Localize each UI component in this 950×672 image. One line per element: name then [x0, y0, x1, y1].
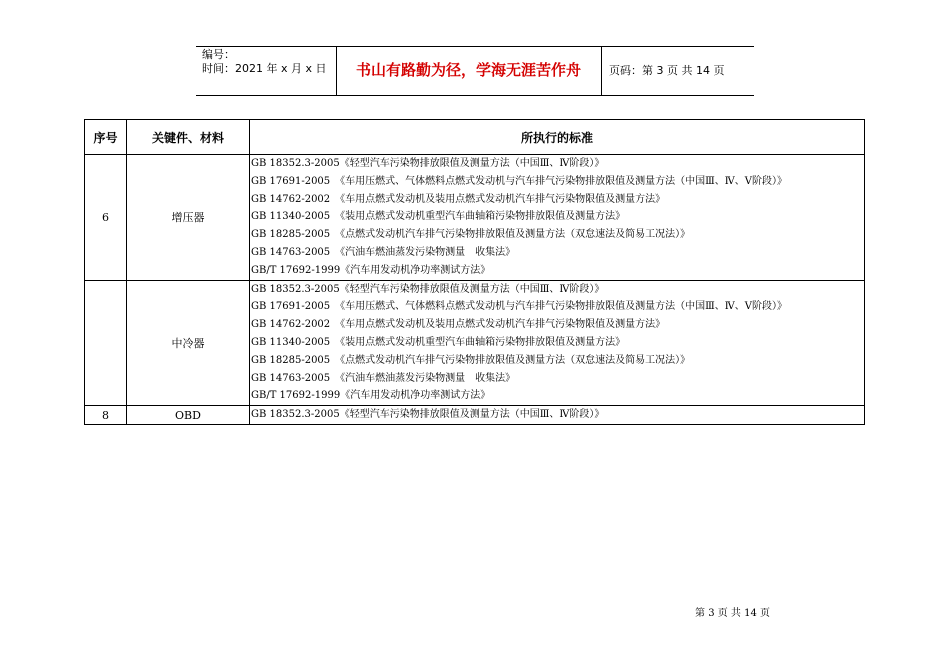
- standard-line: GB 14762-2002 《车用点燃式发动机及装用点燃式发动机汽车排气污染物限值及测量方法》: [251, 193, 666, 205]
- standard-line: GB 17691-2005 《车用压燃式、气体燃料点燃式发动机与汽车排气污染物排放限值及测量方法（中国Ⅲ、Ⅳ、Ⅴ阶段）》: [251, 175, 788, 187]
- header-top-rule: [196, 46, 754, 47]
- standards-table: [84, 119, 865, 425]
- standard-line: GB 18352.3-2005《轻型汽车污染物排放限值及测量方法（中国Ⅲ、Ⅳ阶段）》: [251, 283, 605, 295]
- standard-line: GB 18285-2005 《点燃式发动机汽车排气污染物排放限值及测量方法（双怠速法及简易工况法）》: [251, 229, 691, 241]
- standard-line: GB 11340-2005 《装用点燃式发动机重型汽车曲轴箱污染物排放限值及测量方法》: [251, 336, 626, 348]
- table-header-row: [85, 120, 865, 155]
- standard-line: GB/T 17692-1999《汽车用发动机净功率测试方法》: [251, 390, 491, 402]
- standard-line: GB 18285-2005 《点燃式发动机汽车排气污染物排放限值及测量方法（双怠速法及简易工况法）》: [251, 354, 691, 366]
- column-header-standard: 所执行的标准: [250, 120, 865, 155]
- row-seq-cell: 6: [85, 155, 127, 281]
- standard-line: GB 18352.3-2005《轻型汽车污染物排放限值及测量方法（中国Ⅲ、Ⅳ阶段）》: [251, 158, 605, 169]
- standard-line: GB 14762-2002 《车用点燃式发动机及装用点燃式发动机汽车排气污染物限值及测量方法》: [251, 319, 666, 331]
- document-date-label: 时间：2021 年 x 月 x 日: [202, 62, 327, 75]
- standard-line: GB 17691-2005 《车用压燃式、气体燃料点燃式发动机与汽车排气污染物排放限值及测量方法（中国Ⅲ、Ⅳ、Ⅴ阶段）》: [251, 301, 788, 313]
- table-row: [85, 280, 865, 406]
- row-part-cell: 增压器: [127, 155, 250, 281]
- row-standards-cell: [250, 406, 865, 425]
- column-header-seq: 序号: [85, 120, 127, 155]
- row-standards-cell: [250, 280, 865, 406]
- header-bottom-rule: [196, 95, 754, 96]
- document-number-label: 编号：: [202, 48, 235, 61]
- header-divider-right: [601, 46, 602, 96]
- standard-line: GB/T 17692-1999《汽车用发动机净功率测试方法》: [251, 264, 491, 276]
- row-part-cell: 中冷器: [127, 280, 250, 406]
- standard-line: GB 14763-2005 《汽油车燃油蒸发污染物测量 收集法》: [251, 246, 516, 258]
- row-seq-cell: [85, 280, 127, 406]
- header-motto: 书山有路勤为径，学海无涯苦作舟: [355, 61, 581, 79]
- row-standards-cell: [250, 155, 865, 281]
- standard-line: GB 18352.3-2005《轻型汽车污染物排放限值及测量方法（中国Ⅲ、Ⅳ阶段）》: [251, 409, 605, 421]
- table-row: [85, 155, 865, 281]
- column-header-part: 关键件、材料: [127, 120, 250, 155]
- table-row: [85, 406, 865, 425]
- standard-line: GB 14763-2005 《汽油车燃油蒸发污染物测量 收集法》: [251, 372, 516, 384]
- header-page-number: 页码：第 3 页 共 14 页: [609, 64, 725, 77]
- footer-page-number: 第 3 页 共 14 页: [695, 608, 770, 619]
- standard-line: GB 11340-2005 《装用点燃式发动机重型汽车曲轴箱污染物排放限值及测量方法》: [251, 211, 626, 223]
- row-seq-cell: 8: [85, 406, 127, 425]
- row-part-cell: OBD: [127, 406, 250, 425]
